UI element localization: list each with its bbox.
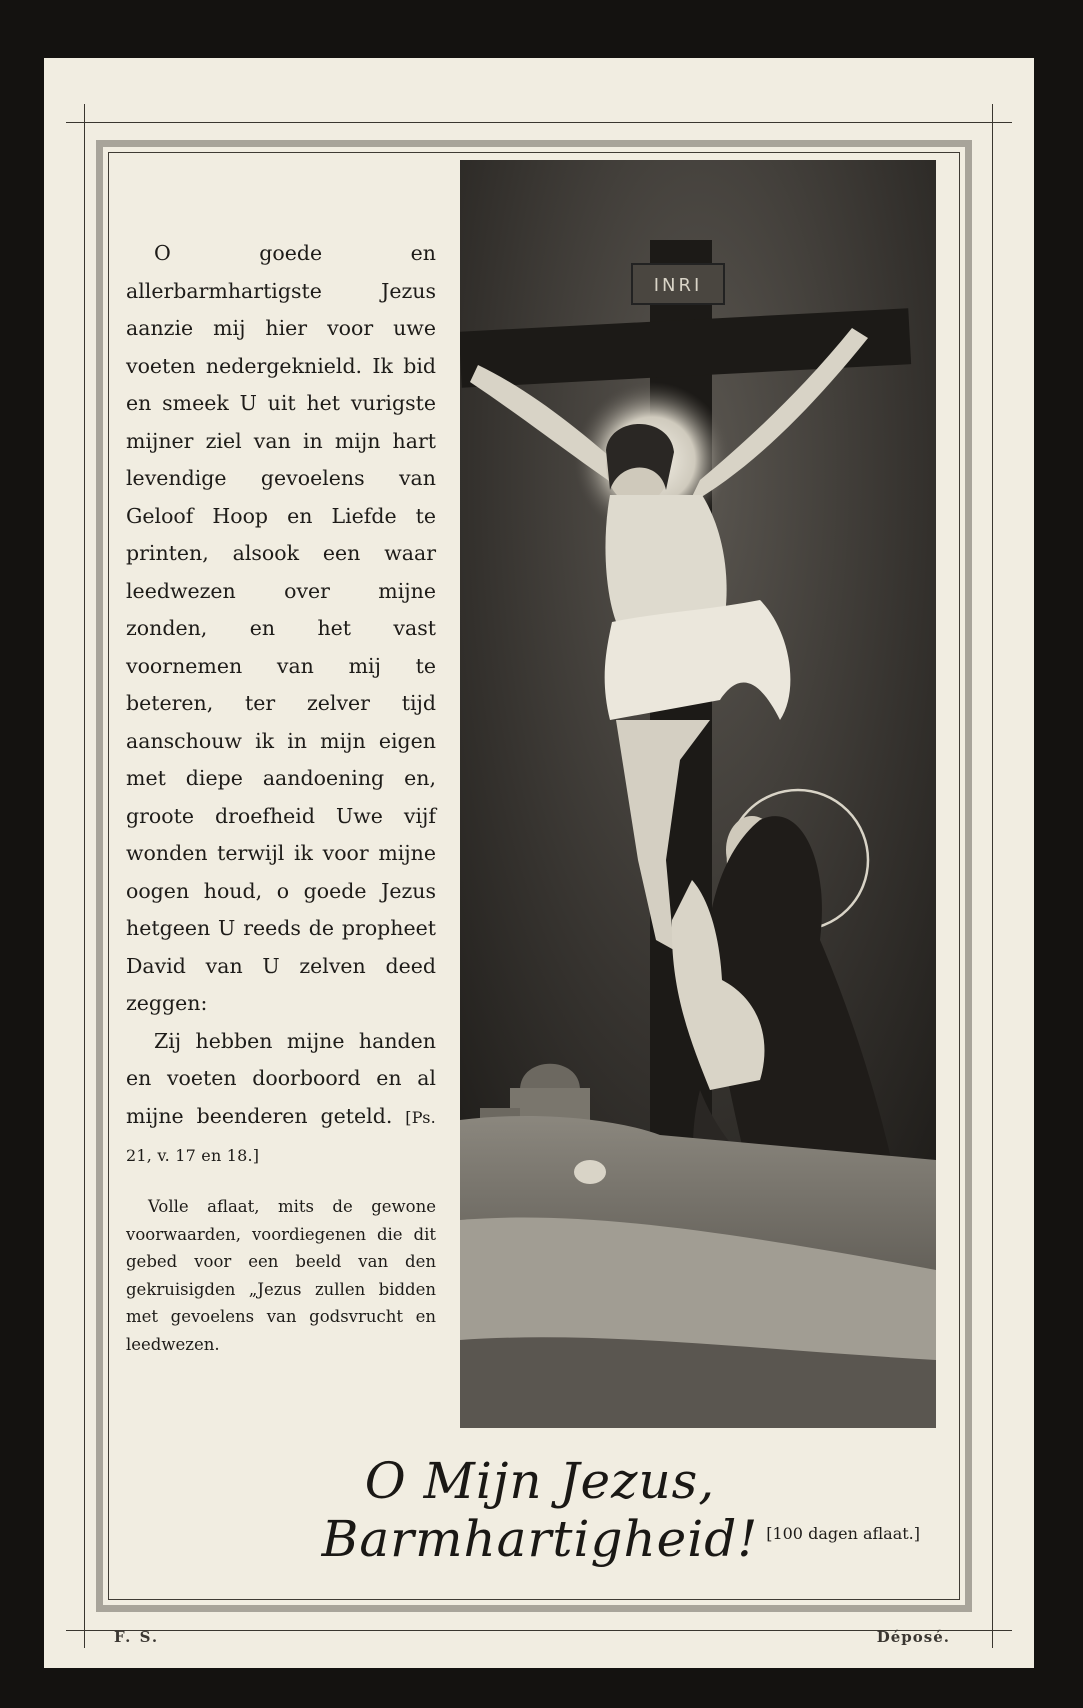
indulgence-note	[126, 1193, 436, 1358]
prayer-body: O goede en allerbarmhartigste Jezus aanzie mij hier voor uwe voeten nedergeknield. Ik bid en smeek U uit het vurigste mijner ziel van in mijn hart levendige gevoelens van Geloof Hoop en Liefde te printen, alsook een waar leedwezen over mijne zonden, en het vast voornemen van mij te beteren, ter zelver tijd aanschouw ik in mijn eigen met diepe aandoening en, groote droefheid Uwe vijf wonden terwijl ik voor mijne oogen houd, o goede Jezus hetgeen U reeds de propheet David van U zelven deed zeggen:	[126, 241, 436, 1015]
prayer-verse	[126, 1023, 436, 1175]
prayer-verse-text: Zij hebben mijne handen en voeten doorboord en al mijne beenderen geteld.	[126, 1028, 436, 1128]
indulgence-text: Volle aflaat, mits de gewone voorwaarden, voordiegenen die dit gebed voor een beeld van den gekruisigden „Jezus zullen bidden met gevoelens van godsvrucht en leedwezen.	[126, 1197, 436, 1354]
inri-text: INRI	[653, 275, 703, 296]
motto-indulgence-note: [100 dagen aflaat.]	[766, 1524, 920, 1543]
frame-line-left	[84, 104, 85, 1648]
printer-initials: F. S.	[114, 1628, 160, 1646]
skull	[574, 1160, 606, 1184]
motto-title: O Mijn Jezus, Barmhartigheid!	[321, 1452, 759, 1568]
depose-mark: Déposé.	[876, 1628, 950, 1646]
frame-line-top	[66, 122, 1012, 123]
prayer-text	[126, 235, 436, 1175]
prayer-verse-reference: [Ps. 21, v. 17 en 18.]	[126, 1107, 436, 1165]
crucifixion-illustration	[460, 160, 936, 1428]
frame-line-right	[992, 104, 993, 1648]
crucifixion-drawing	[460, 160, 936, 1428]
